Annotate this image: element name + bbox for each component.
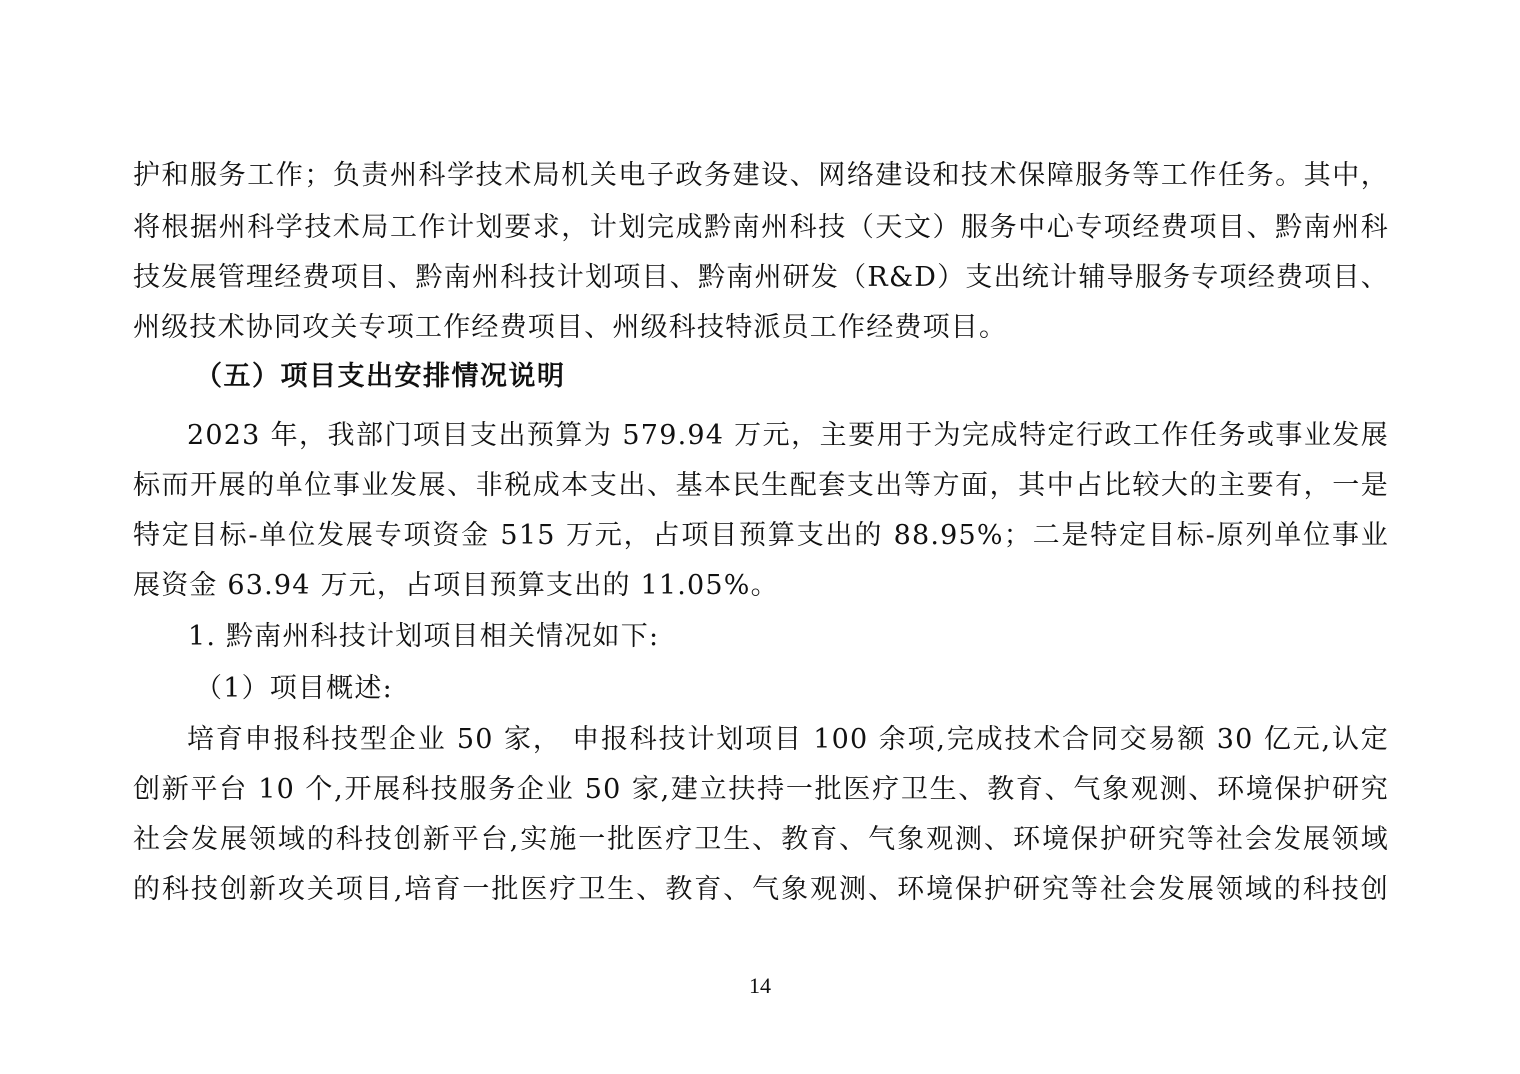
page-number: 14 [749,973,771,998]
section-heading: （五）项目支出安排情况说明 [195,361,566,392]
paragraph-line: 的科技创新攻关项目,培育一批医疗卫生、教育、气象观测、环境保护研究等社会发展领域的科技创 [133,874,1389,905]
paragraph-line: 社会发展领域的科技创新平台,实施一批医疗卫生、教育、气象观测、环境保护研究等社会发展领域 [133,824,1389,855]
paragraph-line: 将根据州科学技术局工作计划要求，计划完成黔南州科技（天文）服务中心专项经费项目、黔南州科 [133,212,1389,243]
paragraph-line: 展资金 63.94 万元，占项目预算支出的 11.05%。 [133,570,779,601]
paragraph-line: 创新平台 10 个,开展科技服务企业 50 家,建立扶持一批医疗卫生、教育、气象观测、环境保护研究 [133,774,1389,805]
subsection-heading: （1）项目概述: [195,673,393,704]
paragraph-line: 技发展管理经费项目、黔南州科技计划项目、黔南州研发（R&D）支出统计辅导服务专项经费项目、 [133,262,1389,293]
paragraph-line: 护和服务工作；负责州科学技术局机关电子政务建设、网络建设和技术保障服务等工作任务。其中， [133,160,1389,191]
paragraph-line: 培育申报科技型企业 50 家， 申报科技计划项目 100 余项,完成技术合同交易额 30 亿元,认定 [187,724,1389,755]
list-item-heading: 1. 黔南州科技计划项目相关情况如下: [188,621,660,652]
paragraph-line: 标而开展的单位事业发展、非税成本支出、基本民生配套支出等方面，其中占比较大的主要有，一是 [133,470,1389,501]
paragraph-line: 2023 年，我部门项目支出预算为 579.94 万元，主要用于为完成特定行政工作任务或事业发展 [187,420,1389,451]
paragraph-line: 州级技术协同攻关专项工作经费项目、州级科技特派员工作经费项目。 [133,312,1008,343]
paragraph-line: 特定目标-单位发展专项资金 515 万元，占项目预算支出的 88.95%；二是特定目标-原列单位事业 [133,520,1389,551]
